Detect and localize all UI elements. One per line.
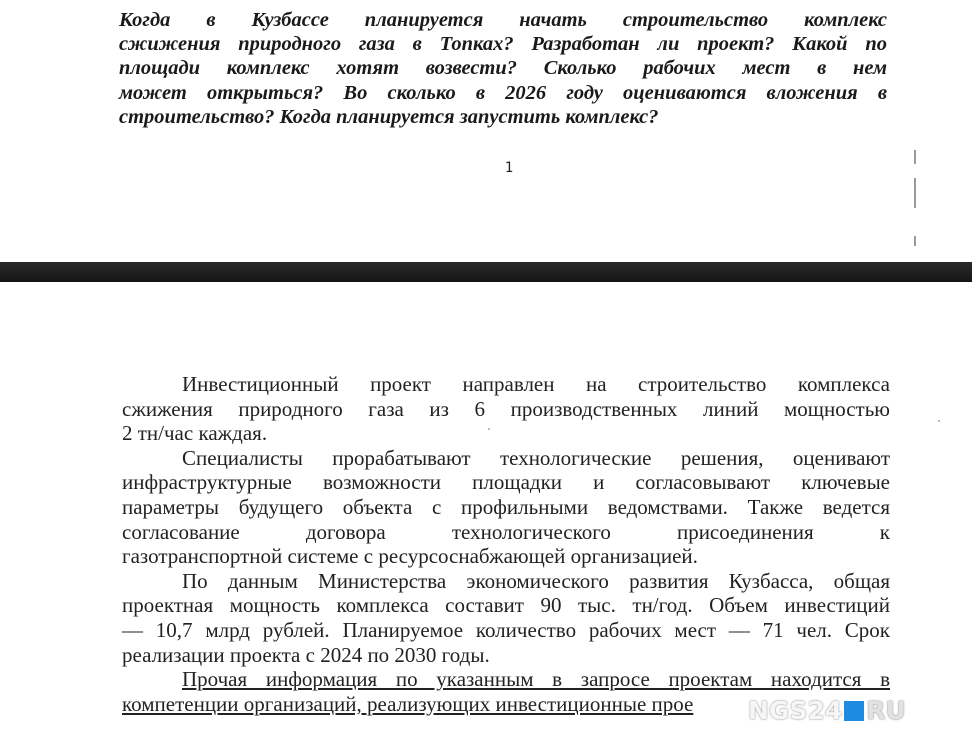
page-divider bbox=[0, 262, 972, 282]
answer-text bbox=[122, 372, 890, 716]
question-line: площади комплекс хотят возвести? Сколько рабочих мест в нем bbox=[119, 57, 887, 80]
watermark-text: NGS24 bbox=[748, 696, 843, 725]
ngs24-watermark-logo bbox=[748, 696, 906, 725]
question-line: Когда в Кузбассе планируется начать строительство комплекс bbox=[119, 9, 887, 31]
answer-line: инфраструктурные возможности площадки и согласовывают ключевые bbox=[122, 470, 890, 495]
question-line: строительство? Когда планируется запустить комплекс? bbox=[119, 105, 659, 128]
watermark-suffix: RU bbox=[866, 696, 906, 725]
answer-line: реализации проекта с 2024 по 2030 годы. bbox=[122, 642, 490, 667]
scan-edge-mark bbox=[914, 236, 916, 246]
question-paragraph bbox=[119, 8, 887, 129]
answer-line: По данным Министерства экономического развития Кузбасса, общая bbox=[182, 568, 890, 593]
question-line: может открыться? Во сколько в 2026 году оцениваются вложения в bbox=[119, 81, 887, 104]
answer-line: компетенции организаций, реализующих инвестиционные прое bbox=[122, 691, 694, 716]
page-number: 1 bbox=[504, 160, 514, 176]
answer-line: Прочая информация по указанным в запросе проектам находится в bbox=[182, 667, 890, 692]
answer-line: проектная мощность комплекса составит 90 тыс. тн/год. Объем инвестиций bbox=[122, 593, 890, 618]
scan-speck bbox=[488, 428, 490, 430]
answer-line: сжижения природного газа из 6 производственных линий мощностью bbox=[122, 396, 890, 421]
answer-line: — 10,7 млрд рублей. Планируемое количество рабочих мест — 71 чел. Срок bbox=[122, 617, 890, 642]
watermark-square-icon bbox=[844, 701, 864, 721]
answer-line: параметры будущего объекта с профильными ведомствами. Также ведется bbox=[122, 494, 890, 519]
answer-line: Инвестиционный проект направлен на строительство комплекса bbox=[182, 372, 890, 396]
answer-line: 2 тн/час каждая. bbox=[122, 421, 268, 446]
question-line: сжижения природного газа в Топках? Разработан ли проект? Какой по bbox=[119, 33, 887, 56]
scan-edge-mark bbox=[914, 178, 916, 208]
scan-edge-mark bbox=[914, 150, 916, 164]
answer-line: газотранспортной системе с ресурсоснабжающей организацией. bbox=[122, 544, 698, 569]
document-page-top bbox=[0, 0, 972, 262]
answer-line: согласование договора технологического присоединения к bbox=[122, 519, 890, 544]
scan-speck bbox=[938, 420, 940, 422]
answer-line: Специалисты прорабатывают технологические решения, оценивают bbox=[182, 445, 890, 470]
